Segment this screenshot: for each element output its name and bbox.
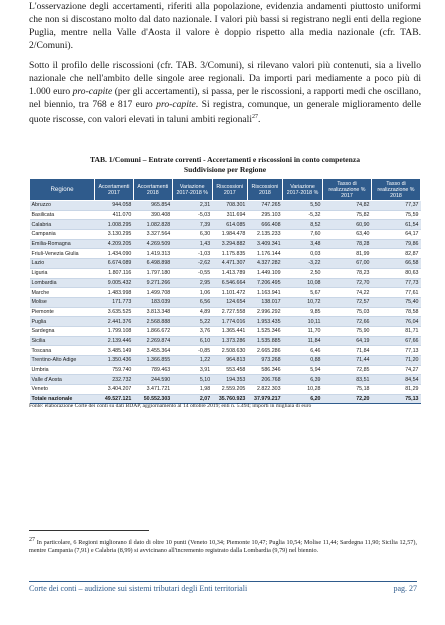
value-cell: 2.822.303 — [247, 385, 282, 395]
value-cell: 75,18 — [323, 385, 372, 395]
footnote-text: In particolare, 6 Regioni migliorano il dato di oltre 10 punti (Veneto 10,34; Piemonte 10,47; Puglia 10,54; Molise 11,44; Sardegna 11,90; Sicilia 12,57), mentre Campania (7,91) e Calabria (8,99) si avvicinano all'incremento registrato dalla Lombardia (9,79) nel biennio. — [29, 539, 417, 555]
table-caption — [29, 155, 421, 175]
value-cell: 77,73 — [371, 278, 420, 288]
value-cell: 3.485.149 — [95, 346, 134, 356]
value-cell: 72,66 — [323, 317, 372, 327]
column-header: Tasso di realizzazione % 2018 — [371, 179, 420, 201]
value-cell: 1.008.295 — [95, 220, 134, 230]
column-header: Riscossioni 2017 — [212, 179, 247, 201]
table-row — [30, 336, 421, 346]
region-name-cell: Lazio — [30, 259, 95, 269]
total-value-cell: 72,20 — [323, 394, 372, 404]
value-cell: 964.813 — [212, 356, 247, 366]
table-row — [30, 259, 421, 269]
value-cell: 10,28 — [283, 385, 323, 395]
value-cell: 586.346 — [247, 365, 282, 375]
value-cell: 5,50 — [283, 201, 323, 211]
value-cell: -2,62 — [172, 259, 212, 269]
region-name-cell: Lombardia — [30, 278, 95, 288]
value-cell: 1.163.941 — [247, 288, 282, 298]
region-name-cell: Valle d'Aosta — [30, 375, 95, 385]
value-cell: 2.665.286 — [247, 346, 282, 356]
table-caption-line: Suddivisione per Regione — [183, 165, 267, 174]
value-cell: 67,66 — [371, 336, 420, 346]
value-cell: 1.499.708 — [133, 288, 172, 298]
column-header: Variazione 2017-2018 % — [172, 179, 212, 201]
value-cell: 3.813.348 — [133, 307, 172, 317]
value-cell: 76,04 — [371, 317, 420, 327]
value-cell: 77,61 — [371, 288, 420, 298]
value-cell: -1,03 — [172, 249, 212, 259]
value-cell: 11,70 — [283, 326, 323, 336]
value-cell: 1.419.313 — [133, 249, 172, 259]
value-cell: 10,72 — [283, 297, 323, 307]
region-name-cell: Molise — [30, 297, 95, 307]
column-header: Accertamenti 2018 — [133, 179, 172, 201]
region-name-cell: Piemonte — [30, 307, 95, 317]
value-cell: 67,00 — [323, 259, 372, 269]
value-cell: 2.135.233 — [247, 230, 282, 240]
value-cell: 1.350.436 — [95, 356, 134, 366]
value-cell: 71,84 — [323, 346, 372, 356]
footnote-divider — [29, 530, 149, 531]
value-cell: 72,57 — [323, 297, 372, 307]
table-row — [30, 356, 421, 366]
value-cell: 71,44 — [323, 356, 372, 366]
value-cell: 3.409.341 — [247, 239, 282, 249]
value-cell: 7,39 — [172, 220, 212, 230]
footnote — [29, 536, 417, 555]
value-cell: 11,84 — [283, 336, 323, 346]
table-row — [30, 268, 421, 278]
total-value-cell: 2,07 — [172, 394, 212, 404]
total-value-cell: 6,20 — [283, 394, 323, 404]
footnote-reference[interactable]: 27 — [252, 114, 258, 120]
value-cell: 1,06 — [172, 288, 212, 298]
value-cell: 232.732 — [95, 375, 134, 385]
value-cell: 1.101.472 — [212, 288, 247, 298]
value-cell: 7,60 — [283, 230, 323, 240]
value-cell: 0,88 — [283, 356, 323, 366]
value-cell: 3.327.564 — [133, 230, 172, 240]
value-cell: 64,17 — [371, 230, 420, 240]
value-cell: 7.206.495 — [247, 278, 282, 288]
value-cell: 9.271.266 — [133, 278, 172, 288]
region-name-cell: Basilicata — [30, 210, 95, 220]
value-cell: 9.005.432 — [95, 278, 134, 288]
value-cell: 71,20 — [371, 356, 420, 366]
value-cell: 72,70 — [323, 278, 372, 288]
paragraph-text: . — [258, 114, 261, 126]
region-name-cell: Umbria — [30, 365, 95, 375]
value-cell: 3,91 — [172, 365, 212, 375]
value-cell: 75,59 — [371, 210, 420, 220]
value-cell: 411.070 — [95, 210, 134, 220]
value-cell: 75,40 — [371, 297, 420, 307]
table-row — [30, 346, 421, 356]
value-cell: 75,03 — [323, 307, 372, 317]
value-cell: 1.434.090 — [95, 249, 134, 259]
value-cell: 973.268 — [247, 356, 282, 366]
value-cell: 63,40 — [323, 230, 372, 240]
value-cell: 138.017 — [247, 297, 282, 307]
value-cell: 2.139.446 — [95, 336, 134, 346]
value-cell: 553.458 — [212, 365, 247, 375]
value-cell: -5,32 — [283, 210, 323, 220]
value-cell: 311.694 — [212, 210, 247, 220]
value-cell: 4.269.509 — [133, 239, 172, 249]
value-cell: 5,22 — [172, 317, 212, 327]
value-cell: 4.209.205 — [95, 239, 134, 249]
table-row — [30, 201, 421, 211]
value-cell: -5,03 — [172, 210, 212, 220]
value-cell: 3.635.525 — [95, 307, 134, 317]
value-cell: 2,31 — [172, 201, 212, 211]
value-cell: 1,43 — [172, 239, 212, 249]
value-cell: 83,51 — [323, 375, 372, 385]
region-name-cell: Veneto — [30, 385, 95, 395]
value-cell: 1.082.828 — [133, 220, 172, 230]
table-row — [30, 307, 421, 317]
region-name-cell: Abruzzo — [30, 201, 95, 211]
table-header-row — [30, 179, 421, 201]
value-cell: 206.768 — [247, 375, 282, 385]
value-cell: 1.774.016 — [212, 317, 247, 327]
table-row — [30, 249, 421, 259]
value-cell: 2.996.292 — [247, 307, 282, 317]
value-cell: -3,22 — [283, 259, 323, 269]
value-cell: 81,29 — [371, 385, 420, 395]
value-cell: 2,50 — [283, 268, 323, 278]
value-cell: 759.740 — [95, 365, 134, 375]
value-cell: 81,71 — [371, 326, 420, 336]
column-header: Tasso di realizzazione % 2017 — [323, 179, 372, 201]
value-cell: 1,22 — [172, 356, 212, 366]
value-cell: 4.471.307 — [212, 259, 247, 269]
value-cell: 72,85 — [323, 365, 372, 375]
value-cell: 2.441.376 — [95, 317, 134, 327]
total-value-cell: 35.760.923 — [212, 394, 247, 404]
value-cell: 183.039 — [133, 297, 172, 307]
table-row — [30, 385, 421, 395]
value-cell: 6.674.089 — [95, 259, 134, 269]
footer-divider — [29, 581, 417, 582]
value-cell: 614.085 — [212, 220, 247, 230]
region-name-cell: Sardegna — [30, 326, 95, 336]
value-cell: 965.854 — [133, 201, 172, 211]
value-cell: 1.535.885 — [247, 336, 282, 346]
column-header: Accertamenti 2017 — [95, 179, 134, 201]
region-name-cell: Emilia-Romagna — [30, 239, 95, 249]
value-cell: 77,13 — [371, 346, 420, 356]
value-cell: 2.559.205 — [212, 385, 247, 395]
value-cell: 61,54 — [371, 220, 420, 230]
value-cell: 60,90 — [323, 220, 372, 230]
value-cell: 78,58 — [371, 307, 420, 317]
table-row — [30, 365, 421, 375]
table-row — [30, 375, 421, 385]
value-cell: 74,27 — [371, 365, 420, 375]
value-cell: 8,52 — [283, 220, 323, 230]
paragraph-riscossioni — [29, 59, 421, 126]
value-cell: 4,89 — [172, 307, 212, 317]
region-name-cell: Trentino-Alto Adige — [30, 356, 95, 366]
table-row — [30, 326, 421, 336]
table-row — [30, 317, 421, 327]
value-cell: 80,63 — [371, 268, 420, 278]
total-value-cell: 49.527.121 — [95, 394, 134, 404]
table-row — [30, 230, 421, 240]
value-cell: 78,23 — [323, 268, 372, 278]
value-cell: 1.984.478 — [212, 230, 247, 240]
column-header: Variazione 2017-2018 % — [283, 179, 323, 201]
table-caption-line: TAB. 1/Comuni – Entrate correnti - Accertamenti e riscossioni in conto competenza — [89, 155, 361, 164]
value-cell: 1.953.435 — [247, 317, 282, 327]
value-cell: 66,58 — [371, 259, 420, 269]
emphasis-text: pro-capite — [156, 99, 196, 110]
value-cell: 3.471.721 — [133, 385, 172, 395]
value-cell: 3,76 — [172, 326, 212, 336]
total-value-cell: 50.552.303 — [133, 394, 172, 404]
value-cell: 1.797.180 — [133, 268, 172, 278]
value-cell: 74,82 — [323, 201, 372, 211]
region-name-cell: Calabria — [30, 220, 95, 230]
value-cell: 3.404.207 — [95, 385, 134, 395]
column-header: Riscossioni 2018 — [247, 179, 282, 201]
value-cell: 1.449.109 — [247, 268, 282, 278]
value-cell: 64,19 — [323, 336, 372, 346]
emphasis-text: pro-capite — [72, 86, 113, 97]
value-cell: 708.301 — [212, 201, 247, 211]
value-cell: 1.483.998 — [95, 288, 134, 298]
value-cell: 194.353 — [212, 375, 247, 385]
value-cell: 4.327.282 — [247, 259, 282, 269]
footer-title: Corte dei conti – audizione sui sistemi tributari degli Enti territoriali — [29, 584, 248, 593]
value-cell: 9,85 — [283, 307, 323, 317]
value-cell: 81,99 — [323, 249, 372, 259]
value-cell: 1.525.346 — [247, 326, 282, 336]
table-row — [30, 288, 421, 298]
paragraph-accertamenti — [29, 0, 421, 52]
paragraph-text: . Si registra, comunque, un generale miglioramento delle quote riscosse, con valori elevati in taluni ambiti regionali — [29, 99, 421, 126]
value-cell: 2.508.630 — [212, 346, 247, 356]
value-cell: 6,10 — [172, 336, 212, 346]
table-row — [30, 239, 421, 249]
value-cell: 5,10 — [172, 375, 212, 385]
value-cell: 1.799.108 — [95, 326, 134, 336]
value-cell: 74,22 — [323, 288, 372, 298]
value-cell: 6,39 — [283, 375, 323, 385]
value-cell: 5,94 — [283, 365, 323, 375]
regional-revenue-table — [29, 178, 421, 404]
table-source-note: Fonte: elaborazione Corte dei conti su dati BDAP, aggiornamento al 14 ottobre 2019; enti n. 5.494; importi in migliaia di euro — [29, 403, 312, 409]
value-cell: 0,03 — [283, 249, 323, 259]
table-row — [30, 278, 421, 288]
paragraph-text: L'osservazione degli accertamenti, riferiti alla popolazione, evidenzia andamenti piuttosto uniformi che non si discostano molto dal dato nazionale. I valori più bassi si registrano negli enti della regione Puglia, mentre nella Valle d'Aosta il valore è doppio rispetto alla media nazionale (cfr. TAB. 2/Comuni). — [29, 1, 421, 51]
footnote-number: 27 — [29, 537, 35, 543]
total-label-cell: Totale nazionale — [30, 394, 95, 404]
value-cell: 75,90 — [323, 326, 372, 336]
value-cell: 1.366.855 — [133, 356, 172, 366]
region-name-cell: Toscana — [30, 346, 95, 356]
value-cell: 1.175.835 — [212, 249, 247, 259]
value-cell: 84,54 — [371, 375, 420, 385]
region-name-cell: Campania — [30, 230, 95, 240]
value-cell: 77,37 — [371, 201, 420, 211]
value-cell: 3.455.364 — [133, 346, 172, 356]
region-name-cell: Sicilia — [30, 336, 95, 346]
region-name-cell: Puglia — [30, 317, 95, 327]
paragraph-text: (per gli accertamenti), si passa, per le riscossioni, a rapporti medi che oscillano, nel biennio, tra 768 e 817 euro — [29, 86, 421, 110]
value-cell: 6,30 — [172, 230, 212, 240]
value-cell: 2.727.558 — [212, 307, 247, 317]
value-cell: 295.103 — [247, 210, 282, 220]
value-cell: 944.058 — [95, 201, 134, 211]
value-cell: -0,55 — [172, 268, 212, 278]
table-row — [30, 210, 421, 220]
value-cell: 6,46 — [283, 346, 323, 356]
value-cell: 1.866.672 — [133, 326, 172, 336]
value-cell: 10,08 — [283, 278, 323, 288]
table-row — [30, 297, 421, 307]
value-cell: 390.408 — [133, 210, 172, 220]
value-cell: 1,98 — [172, 385, 212, 395]
value-cell: 10,11 — [283, 317, 323, 327]
table-body — [30, 201, 421, 404]
value-cell: 82,87 — [371, 249, 420, 259]
value-cell: 789.463 — [133, 365, 172, 375]
value-cell: 747.265 — [247, 201, 282, 211]
page-number: pag. 27 — [393, 584, 417, 593]
paragraph-text: Sotto il profilo delle riscossioni (cfr. TAB. 3/Comuni), si rilevano valori più contenuti, sia a livello nazionale che nell'ambito delle singole aree regionali. Da importi pari mediamente a poco più di 1.000 euro — [29, 60, 421, 97]
value-cell: 1.176.144 — [247, 249, 282, 259]
region-name-cell: Friuli-Venezia Giulia — [30, 249, 95, 259]
value-cell: 3,48 — [283, 239, 323, 249]
value-cell: 6.546.664 — [212, 278, 247, 288]
value-cell: 6.498.898 — [133, 259, 172, 269]
value-cell: 1.413.789 — [212, 268, 247, 278]
region-name-cell: Marche — [30, 288, 95, 298]
value-cell: 124.654 — [212, 297, 247, 307]
value-cell: 171.773 — [95, 297, 134, 307]
value-cell: 1.807.116 — [95, 268, 134, 278]
value-cell: 1.373.286 — [212, 336, 247, 346]
value-cell: 2,95 — [172, 278, 212, 288]
value-cell: 1.365.441 — [212, 326, 247, 336]
value-cell: 2.568.888 — [133, 317, 172, 327]
total-value-cell: 75,13 — [371, 394, 420, 404]
value-cell: 6,56 — [172, 297, 212, 307]
total-value-cell: 37.979.217 — [247, 394, 282, 404]
value-cell: 78,28 — [323, 239, 372, 249]
table-row — [30, 220, 421, 230]
value-cell: 244.590 — [133, 375, 172, 385]
value-cell: 2.269.874 — [133, 336, 172, 346]
value-cell: 666.408 — [247, 220, 282, 230]
value-cell: 79,86 — [371, 239, 420, 249]
column-header-regione: Regione — [30, 179, 95, 201]
value-cell: -0,85 — [172, 346, 212, 356]
value-cell: 3.294.882 — [212, 239, 247, 249]
value-cell: 75,82 — [323, 210, 372, 220]
value-cell: 3.130.295 — [95, 230, 134, 240]
value-cell: 5,67 — [283, 288, 323, 298]
region-name-cell: Liguria — [30, 268, 95, 278]
